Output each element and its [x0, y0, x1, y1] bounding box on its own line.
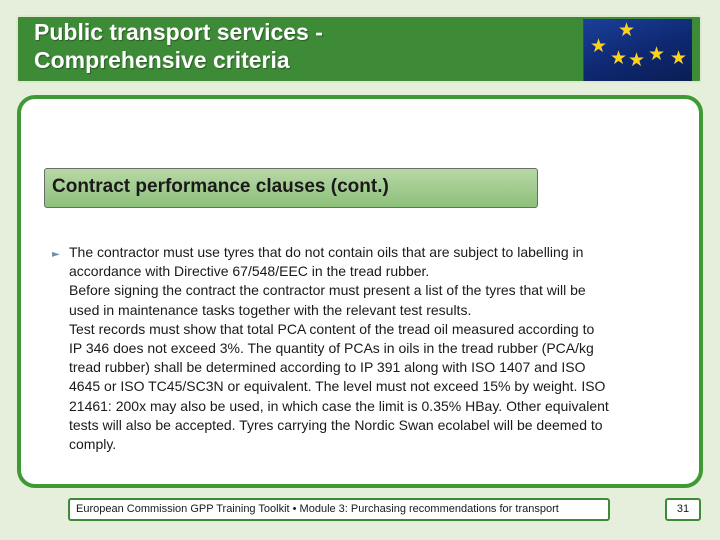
slide-title — [34, 18, 474, 74]
star-icon: ★ — [648, 43, 666, 65]
body-line: tests will also be accepted. Tyres carrying the Nordic Swan ecolabel will be deemed to — [69, 416, 603, 433]
star-icon: ★ — [670, 47, 688, 69]
star-icon: ★ — [618, 19, 636, 41]
body-line: Test records must show that total PCA content of the tread oil measured according to — [69, 320, 595, 337]
body-line: 21461: 200x may also be used, in which case the limit is 0.35% HBay. Other equivalent — [69, 397, 609, 414]
eu-flag-icon — [583, 19, 692, 81]
body-line: 4645 or ISO TC45/SC3N or equivalent. The level must not exceed 15% by weight. ISO — [69, 378, 606, 395]
body-line: comply. — [69, 436, 117, 453]
star-icon: ★ — [610, 47, 628, 69]
section-heading: Contract performance clauses (cont.) — [52, 176, 389, 197]
body-text — [69, 243, 689, 454]
body-line: The contractor must use tyres that do not contain oils that are subject to labelling in — [69, 244, 584, 260]
page-number: 31 — [665, 498, 701, 521]
body-line: accordance with Directive 67/548/EEC in the tread rubber. — [69, 263, 430, 280]
star-icon: ★ — [590, 35, 608, 57]
star-icon: ★ — [628, 49, 646, 71]
body-line: Before signing the contract the contractor must present a list of the tyres that will be — [69, 282, 586, 299]
body-line: IP 346 does not exceed 3%. The quantity of PCAs in oils in the tread rubber (PCA/kg — [69, 340, 594, 357]
body-line: used in maintenance tasks together with the relevant test results. — [69, 301, 472, 318]
title-line-1: Public transport services - — [34, 19, 323, 45]
section-heading-box — [44, 168, 538, 208]
body-line: tread rubber) shall be determined according to IP 391 along with ISO 1407 and ISO — [69, 359, 586, 376]
bullet-icon: ► — [52, 249, 60, 260]
title-line-2: Comprehensive criteria — [34, 47, 290, 73]
footer-text: European Commission GPP Training Toolkit • Module 3: Purchasing recommendations for transport — [76, 503, 559, 515]
footer — [68, 498, 610, 521]
